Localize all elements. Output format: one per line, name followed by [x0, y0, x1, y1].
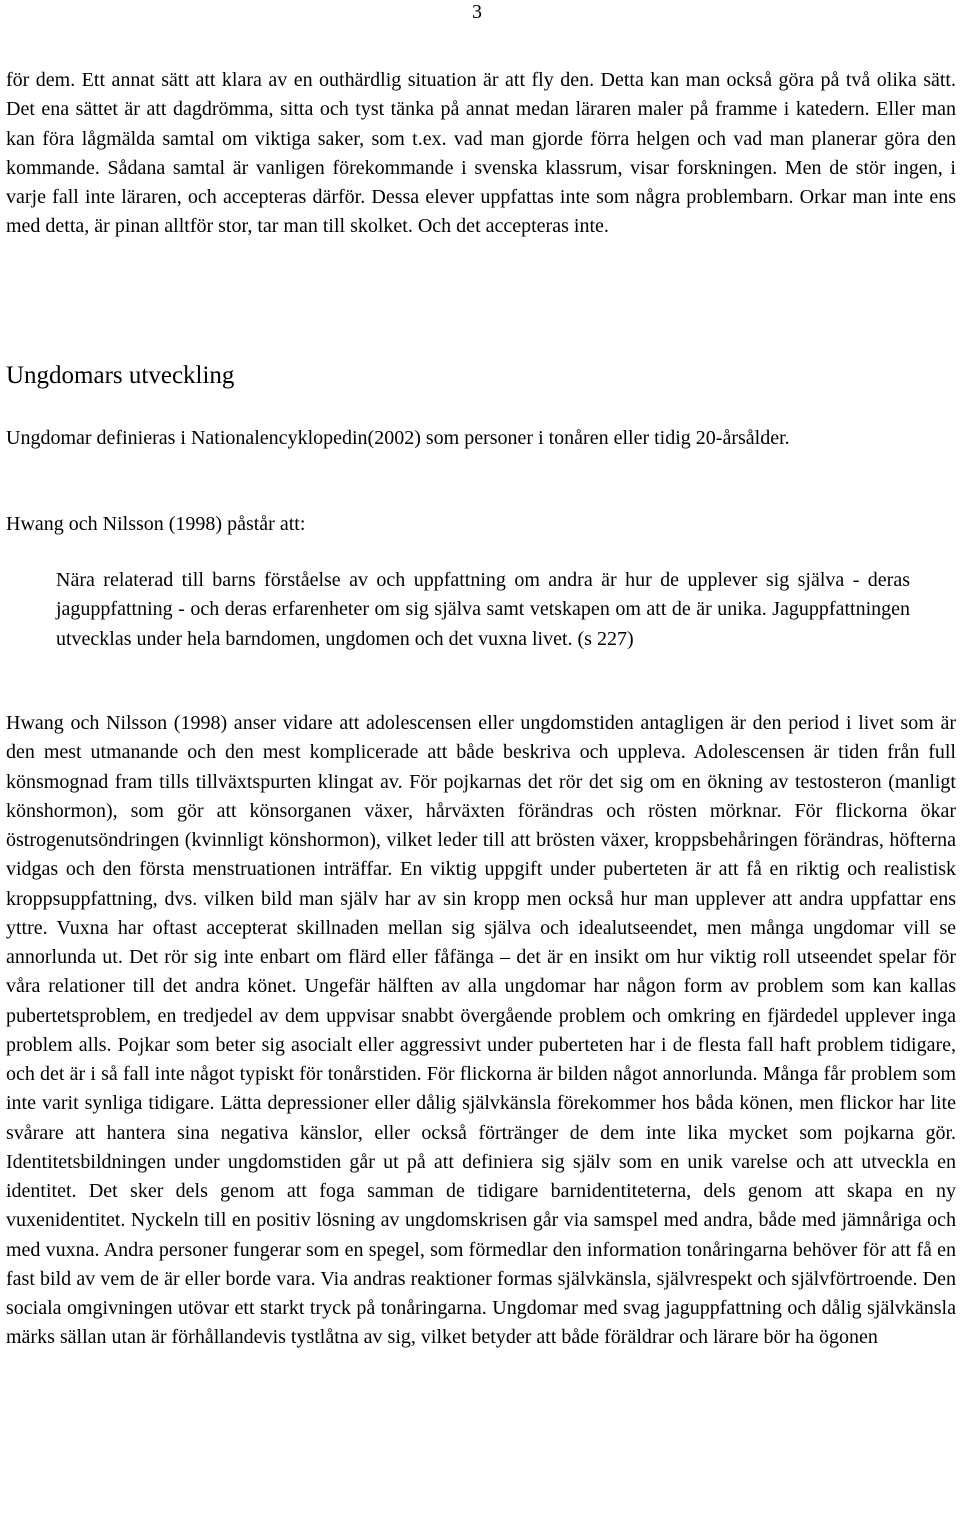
paragraph-definition: Ungdomar definieras i Nationalencyklopedin(2002) som personer i tonåren eller tidig 20-årsålder.: [6, 427, 790, 449]
section-heading: Ungdomars utveckling: [6, 362, 235, 389]
paragraph-adolescence: Hwang och Nilsson (1998) anser vidare att adolescensen eller ungdomstiden antagligen är den period i livet som är den mest utmanande och den mest komplicerade att både beskriva och uppleva. Adolescensen är tiden från full könsmognad fram tills tillväxtspurten klingat av. För pojkarnas det rör det sig om en ökning av testosteron (manligt könshormon), som gör att könsorganen växer, hårväxten förändras och rösten mörknar. För flickorna ökar östrogenutsöndringen (kvinnligt könshormon), vilket leder till att brösten växer, kroppsbehåringen förändras, höfterna vidgas och den första menstruationen inträffar. En viktig uppgift under puberteten är att få en riktig och realistisk kroppsuppfattning, dvs. vilken bild man själv har av sin kropp men också hur man upplever att andra uppfattar ens yttre. Vuxna har oftast accepterat skillnaden mellan sig själva och idealutseendet, men många ungdomar vill se annorlunda ut. Det rör sig inte enbart om flärd eller fåfänga – det är en insikt om hur viktig roll utseendet spelar för våra relationer till det andra könet. Ungefär hälften av alla ungdomar har någon form av problem som kan kallas pubertetsproblem, en tredjedel av dem uppvisar snabbt övergående problem och omkring en fjärdedel upplever inga problem alls. Pojkar som beter sig asocialt eller aggressivt under puberteten har i de flesta fall haft problem tidigare, och det är i så fall inte något typiskt för tonårstiden. För flickorna är bilden något annorlunda. Många får problem som inte varit synliga tidigare. Lätta depressioner eller dålig självkänsla förekommer hos båda könen, men flickor har lite svårare att hantera sina negativa känslor, eller också förtränger de dem inte lika mycket som pojkarna gör. Identitetsbildningen under ungdomstiden går ut på att definiera sig själv som en unik varelse och att utveckla en identitet. Det sker dels genom att foga samman de tidigare barnidentiteterna, dels genom att skapa en ny vuxenidentitet. Nyckeln till en positiv lösning av ungdomskrisen går via samspel med andra, både med jämnåriga och med vuxna. Andra personer fungerar som en spegel, som förmedlar den information tonåringarna behöver för att få en fast bild av vem de är eller borde vara. Via andras reaktioner formas självkänsla, självrespekt och självförtroende. Den sociala omgivningen utövar ett starkt tryck på tonåringarna. Ungdomar med svag jaguppfattning och dålig självkänsla märks sällan utan är förhållandevis tystlåtna av sig, vilket betyder att både föräldrar och lärare bör ha ögonen: [6, 712, 956, 1349]
paragraph-citation-intro: Hwang och Nilsson (1998) påstår att:: [6, 513, 306, 535]
paragraph-intro: för dem. Ett annat sätt att klara av en outhärdlig situation är att fly den. Detta kan man också göra på två olika sätt. Det ena sättet är att dagdrömma, sitta och tyst tänka på annat medan läraren maler på framme i katedern. Eller man kan föra lågmälda samtal om viktiga saker, som t.ex. vad man gjorde förra helgen och vad man planerar göra den kommande. Sådana samtal är vanligen förekommande i svenska klassrum, visar forskningen. Men de stör ingen, i varje fall inte läraren, och accepteras därför. Dessa elever uppfattas inte som några problembarn. Orkar man inte ens med detta, är pinan alltför stor, tar man till skolket. Och det accepteras inte.: [6, 69, 956, 238]
page-number: 3: [472, 1, 482, 23]
block-quote: Nära relaterad till barns förståelse av och uppfattning om andra är hur de upplever sig själva - deras jaguppfattning - och deras erfarenheter om sig själva samt vetskapen om att de är unika. Jaguppfattningen utvecklas under hela barndomen, ungdomen och det vuxna livet. (s 227): [56, 569, 910, 650]
